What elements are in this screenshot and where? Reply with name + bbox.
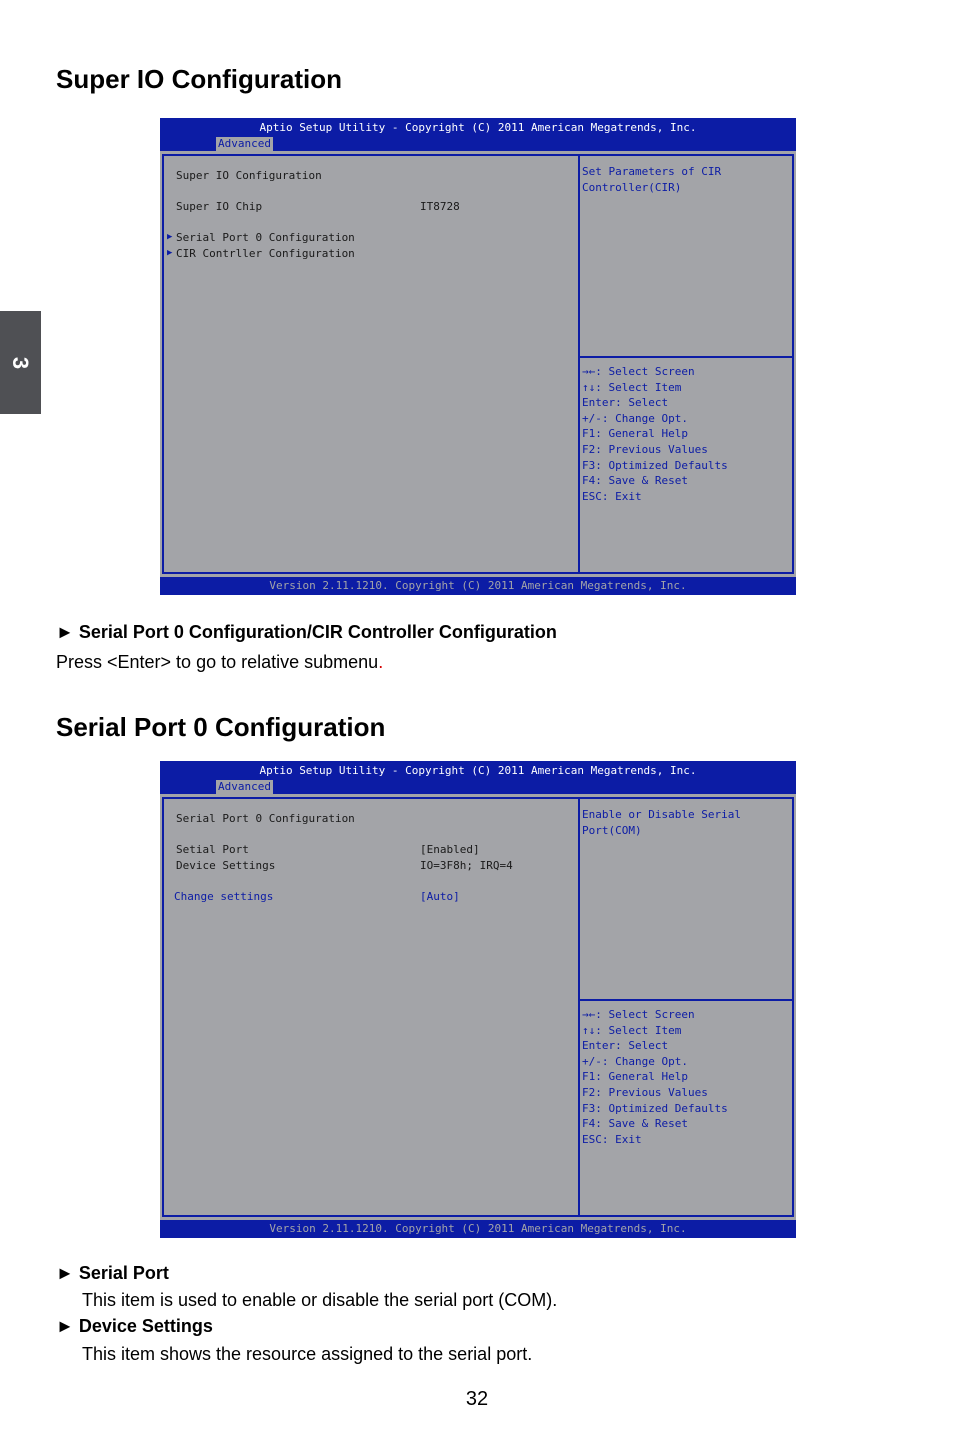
key-change-opt: +/-: Change Opt. [582, 1054, 688, 1068]
key-select-screen: →←: Select Screen [582, 365, 695, 378]
paragraph-end: . [378, 652, 384, 672]
key-f3: F3: Optimized Defaults [582, 1101, 728, 1115]
key-f1: F1: General Help [582, 427, 688, 441]
subheading-serial-cir [56, 622, 557, 643]
key-change-opt: +/-: Change Opt. [582, 411, 688, 425]
menu-item-cir-controller[interactable]: CIR Contrller Configuration [176, 247, 355, 260]
key-f1: F1: General Help [582, 1070, 688, 1084]
bios-footer: Version 2.11.1210. Copyright (C) 2011 American Megatrends, Inc. [160, 1220, 796, 1238]
key-esc: ESC: Exit [582, 489, 642, 503]
subheading-serial-port [56, 1263, 169, 1284]
vertical-divider [578, 156, 580, 572]
key-f2: F2: Previous Values [582, 1085, 708, 1099]
section-title-super-io: Super IO Configuration [56, 64, 342, 94]
chapter-tab [0, 311, 41, 414]
submenu-arrow-icon: ▶ [167, 232, 173, 242]
bios-header [160, 761, 796, 794]
menu-value-chip: IT8728 [420, 200, 460, 213]
vertical-divider [578, 799, 580, 1215]
key-select-item: ↑↓: Select Item [582, 1023, 682, 1037]
key-f4: F4: Save & Reset [582, 474, 688, 488]
horizontal-divider [580, 356, 792, 358]
chapter-number: 3 [8, 356, 34, 369]
key-f3: F3: Optimized Defaults [582, 458, 728, 472]
paragraph-device-settings: This item shows the resource assigned to the serial port. [82, 1344, 533, 1364]
key-enter: Enter: Select [582, 396, 669, 410]
menu-label-chip: Super IO Chip [176, 200, 263, 213]
help-text: Set Parameters of CIR Controller(CIR) [582, 165, 722, 194]
key-enter: Enter: Select [582, 1039, 669, 1053]
key-f4: F4: Save & Reset [582, 1117, 688, 1131]
bios-screen-serial-port-0 [160, 761, 796, 1238]
bios-footer: Version 2.11.1210. Copyright (C) 2011 American Megatrends, Inc. [160, 577, 796, 595]
key-f2: F2: Previous Values [582, 442, 708, 456]
menu-label-serial-port[interactable]: Setial Port [176, 843, 249, 856]
page-number: 32 [465, 1388, 489, 1410]
tab-advanced[interactable]: Advanced [218, 137, 271, 150]
bios-header-title: Aptio Setup Utility - Copyright (C) 2011 American Megatrends, Inc. [259, 121, 697, 134]
bios-screen-super-io [160, 118, 796, 595]
menu-value-serial-port[interactable]: [Enabled] [420, 843, 480, 856]
bullet-arrow-icon: ► [56, 1316, 74, 1336]
key-legend [582, 1007, 728, 1147]
subheading-text: Serial Port 0 Configuration/CIR Controller Configuration [78, 622, 557, 642]
bullet-arrow-icon: ► [56, 622, 74, 642]
help-text: Enable or Disable Serial Port(COM) [582, 808, 741, 837]
key-select-item: ↑↓: Select Item [582, 380, 682, 394]
subheading-device-settings [56, 1316, 213, 1337]
key-esc: ESC: Exit [582, 1132, 642, 1146]
subheading-text: Serial Port [78, 1263, 169, 1283]
menu-item-serial-port-0[interactable]: Serial Port 0 Configuration [176, 231, 355, 244]
bios-header [160, 118, 796, 151]
bullet-arrow-icon: ► [56, 1263, 74, 1283]
subheading-text: Device Settings [78, 1316, 213, 1336]
tab-advanced[interactable]: Advanced [218, 780, 271, 793]
key-select-screen: →←: Select Screen [582, 1008, 695, 1021]
paragraph-enter-submenu [56, 652, 383, 673]
bios-frame [162, 797, 794, 1217]
menu-label-device-settings: Device Settings [176, 859, 276, 872]
paragraph-text: Press <Enter> to go to relative submenu [56, 652, 379, 672]
submenu-arrow-icon: ▶ [167, 248, 173, 258]
menu-title: Serial Port 0 Configuration [176, 812, 355, 825]
bios-header-title: Aptio Setup Utility - Copyright (C) 2011 American Megatrends, Inc. [259, 764, 697, 777]
horizontal-divider [580, 999, 792, 1001]
menu-value-change-settings[interactable]: [Auto] [420, 890, 460, 903]
menu-value-device-settings: IO=3F8h; IRQ=4 [420, 859, 513, 872]
section-title-serial-port-0: Serial Port 0 Configuration [56, 712, 386, 742]
key-legend [582, 364, 728, 504]
menu-title: Super IO Configuration [176, 169, 322, 182]
paragraph-serial-port: This item is used to enable or disable the serial port (COM). [82, 1290, 558, 1310]
bios-frame [162, 154, 794, 574]
menu-label-change-settings[interactable]: Change settings [174, 890, 274, 903]
